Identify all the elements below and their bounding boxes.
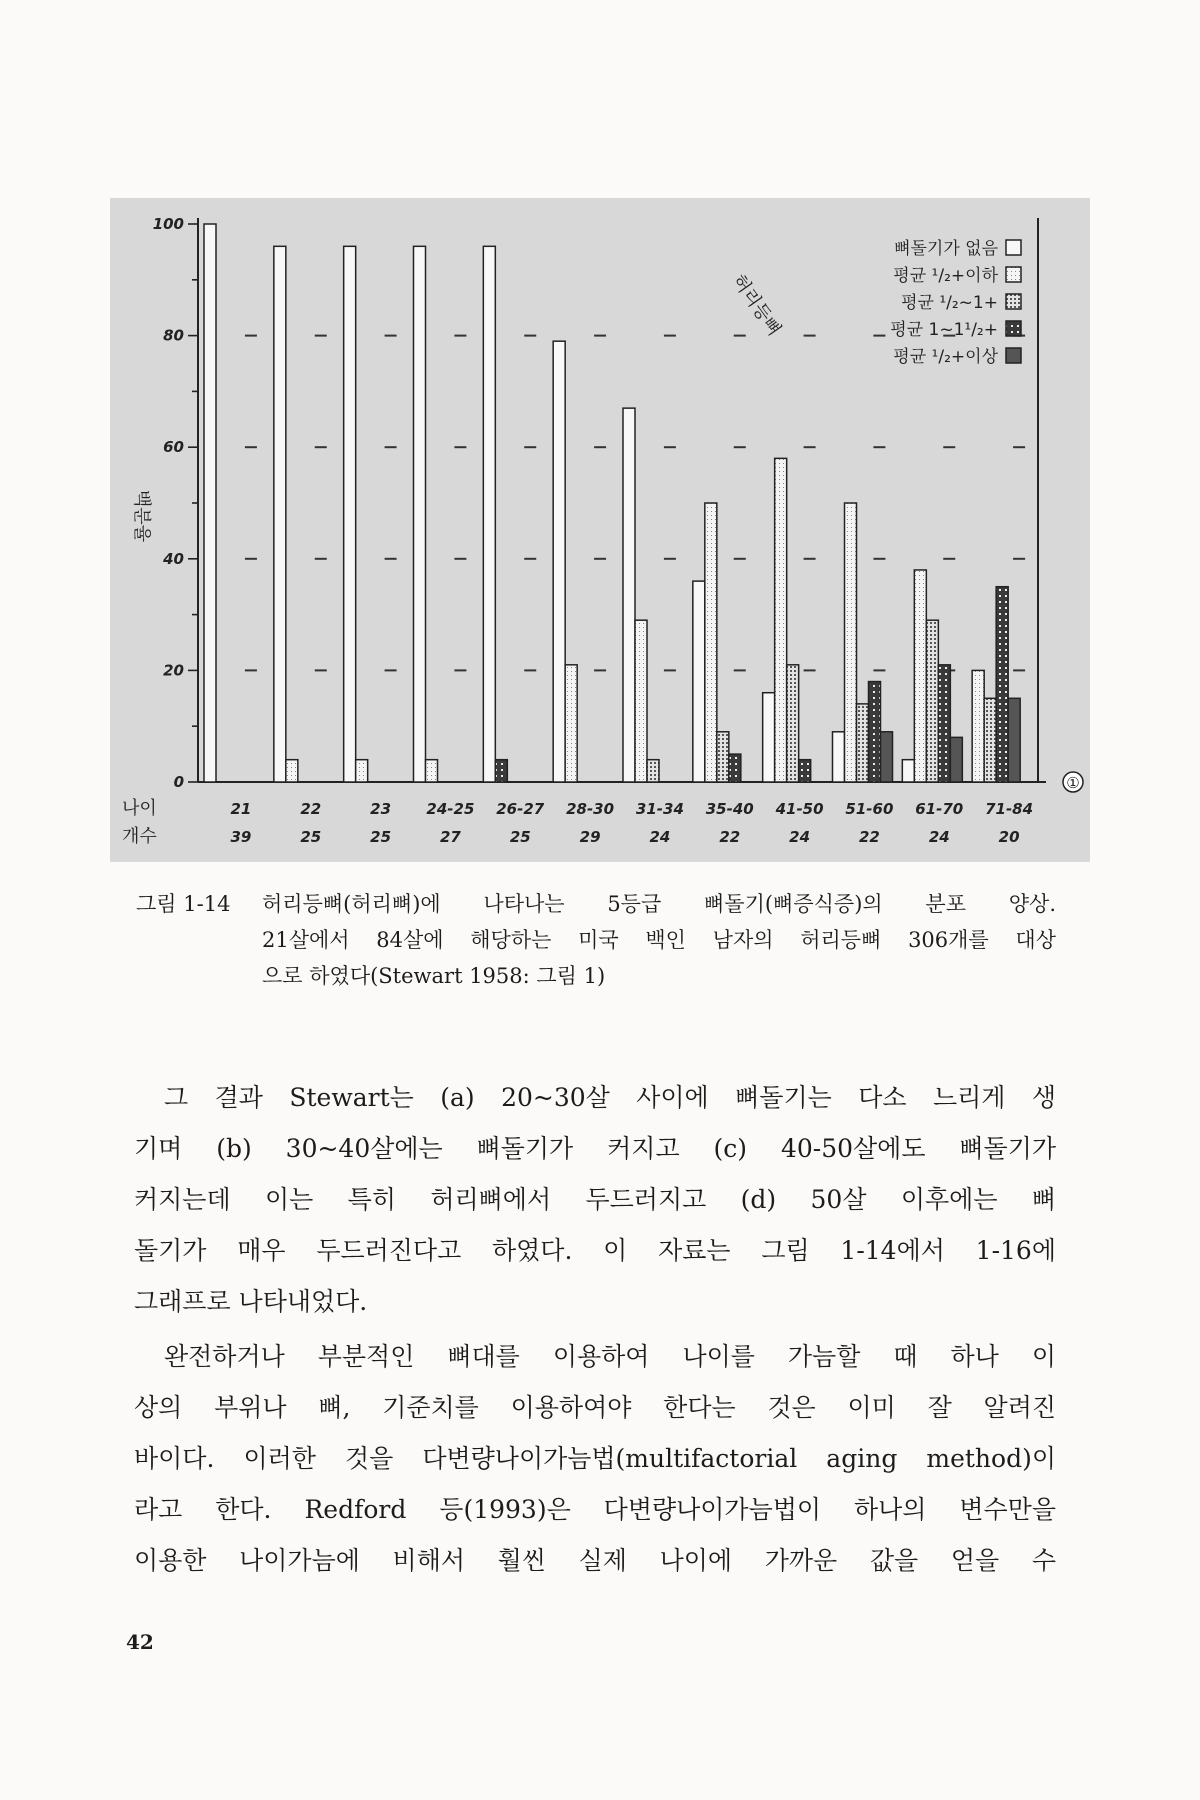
count-row-label: 개수 — [122, 826, 157, 847]
count-label: 24 — [928, 828, 950, 846]
caption-label: 그림 1-14 — [136, 892, 231, 916]
count-label: 24 — [789, 828, 811, 846]
count-label: 29 — [579, 828, 601, 846]
corner-marker-text: ① — [1066, 774, 1080, 792]
bar-61-70-s5 — [950, 737, 962, 782]
bar-71-84-s5 — [1008, 698, 1020, 782]
bar-35-40-s1 — [693, 581, 705, 782]
bar-31-34-s3 — [647, 760, 659, 782]
count-label: 39 — [230, 828, 252, 846]
paragraph-1 — [134, 1072, 1056, 1327]
paragraph-2 — [134, 1331, 1056, 1586]
bar-26-27-s1 — [483, 246, 495, 782]
legend-swatch-5 — [1006, 348, 1021, 363]
x-tick-label: 24-25 — [426, 800, 475, 818]
count-label: 25 — [300, 828, 322, 846]
text-line: 완전하거나 부분적인 뼈대를 이용하여 나이를 가늠할 때 하나 이 — [164, 1342, 1056, 1371]
bar-21-s1 — [204, 224, 216, 782]
bar-51-60-s1 — [833, 732, 845, 782]
x-tick-label: 22 — [300, 800, 322, 818]
bar-61-70-s1 — [902, 760, 914, 782]
bar-61-70-s3 — [926, 620, 938, 782]
x-tick-label: 71-84 — [985, 800, 1034, 818]
bar-71-84-s4 — [996, 587, 1008, 782]
text-line: 상의 부위나 뼈, 기준치를 이용하여야 한다는 것은 이미 잘 알려진 — [134, 1393, 1056, 1422]
text-line: 라고 한다. Redford 등(1993)은 다변량나이가늠법이 하나의 변수만을 — [134, 1495, 1056, 1524]
bar-61-70-s4 — [938, 665, 950, 782]
bar-chart — [110, 198, 1090, 862]
body-text — [134, 1072, 1056, 1586]
y-tick-label: 40 — [163, 549, 184, 568]
bar-35-40-s3 — [717, 732, 729, 782]
count-label: 22 — [719, 828, 741, 846]
x-tick-label: 23 — [370, 800, 392, 818]
bar-28-30-s1 — [553, 341, 565, 782]
count-label: 24 — [649, 828, 671, 846]
x-tick-label: 21 — [230, 800, 252, 818]
chart-annotation: 허리등뼈 — [727, 270, 786, 340]
count-label: 27 — [439, 828, 461, 846]
y-tick-label: 100 — [152, 215, 184, 233]
bar-24-25-s1 — [414, 246, 426, 782]
bar-61-70-s2 — [914, 570, 926, 782]
bar-22-s1 — [274, 246, 286, 782]
x-tick-label: 35-40 — [705, 800, 754, 818]
legend-label-1: 뼈돌기가 없음 — [894, 239, 998, 259]
text-line: 기며 (b) 30~40살에는 뼈돌기가 커지고 (c) 40-50살에도 뼈돌기가 — [134, 1134, 1056, 1163]
caption-line: 21살에서 84살에 해당하는 미국 백인 남자의 허리등뼈 306개를 대상 — [262, 928, 1056, 952]
bar-35-40-s2 — [705, 503, 717, 782]
bar-23-s2 — [356, 760, 368, 782]
x-tick-label: 51-60 — [845, 800, 894, 818]
text-line: 이용한 나이가늠에 비해서 훨씬 실제 나이에 가까운 값을 얻을 수 — [134, 1546, 1056, 1575]
age-row-label: 나이 — [122, 798, 157, 819]
count-label: 25 — [509, 828, 531, 846]
legend-swatch-4 — [1006, 321, 1021, 336]
page-number: 42 — [126, 1630, 154, 1654]
x-tick-label: 31-34 — [635, 800, 684, 818]
bar-51-60-s4 — [869, 682, 881, 782]
y-tick-label: 20 — [163, 661, 184, 680]
bar-31-34-s2 — [635, 620, 647, 782]
y-tick-label: 60 — [163, 438, 184, 457]
bar-23-s1 — [344, 246, 356, 782]
bar-71-84-s2 — [972, 670, 984, 782]
legend-swatch-2 — [1006, 267, 1021, 282]
bar-24-25-s2 — [426, 760, 438, 782]
bar-35-40-s4 — [729, 754, 741, 782]
text-line: 그 결과 Stewart는 (a) 20~30살 사이에 뼈돌기는 다소 느리게 생 — [164, 1083, 1056, 1112]
bar-28-30-s2 — [565, 665, 577, 782]
ylabel: 백분율 — [131, 489, 152, 543]
bar-41-50-s2 — [775, 458, 787, 782]
figure-caption — [136, 886, 1056, 994]
bar-41-50-s4 — [799, 760, 811, 782]
bar-41-50-s3 — [787, 665, 799, 782]
legend-swatch-3 — [1006, 294, 1021, 309]
bar-51-60-s2 — [845, 503, 857, 782]
bar-51-60-s3 — [857, 704, 869, 782]
legend-label-2: 평균 ¹/₂+이하 — [893, 266, 998, 286]
corner-marker — [1063, 772, 1083, 792]
text-line: 커지는데 이는 특히 허리뼈에서 두드러지고 (d) 50살 이후에는 뼈 — [134, 1185, 1056, 1214]
count-label: 22 — [858, 828, 880, 846]
y-tick-label: 80 — [163, 326, 184, 345]
text-line: 돌기가 매우 두드러진다고 하였다. 이 자료는 그림 1-14에서 1-16에 — [134, 1236, 1056, 1265]
x-tick-label: 41-50 — [775, 800, 824, 818]
bar-26-27-s4 — [495, 760, 507, 782]
bar-71-84-s3 — [984, 698, 996, 782]
figure-chart-panel — [110, 198, 1090, 862]
bar-51-60-s5 — [881, 732, 893, 782]
caption-line: 으로 하였다(Stewart 1958: 그림 1) — [262, 964, 606, 988]
bar-41-50-s1 — [763, 693, 775, 782]
bar-22-s2 — [286, 760, 298, 782]
text-line: 바이다. 이러한 것을 다변량나이가늠법(multifactorial aging method)이 — [134, 1444, 1056, 1473]
caption-line: 허리등뼈(허리뼈)에 나타나는 5등급 뼈돌기(뼈증식증)의 분포 양상. — [262, 892, 1056, 916]
legend-label-4: 평균 1~1¹/₂+ — [890, 320, 998, 340]
legend-label-5: 평균 ¹/₂+이상 — [893, 347, 998, 367]
count-label: 20 — [998, 828, 1020, 846]
y-tick-label: 0 — [173, 773, 184, 791]
legend-swatch-1 — [1006, 240, 1021, 255]
count-label: 25 — [370, 828, 392, 846]
x-tick-label: 61-70 — [915, 800, 964, 818]
bar-31-34-s1 — [623, 408, 635, 782]
x-tick-label: 28-30 — [566, 800, 615, 818]
x-tick-label: 26-27 — [496, 800, 545, 818]
text-line: 그래프로 나타내었다. — [134, 1287, 368, 1316]
legend-label-3: 평균 ¹/₂~1+ — [901, 293, 998, 313]
